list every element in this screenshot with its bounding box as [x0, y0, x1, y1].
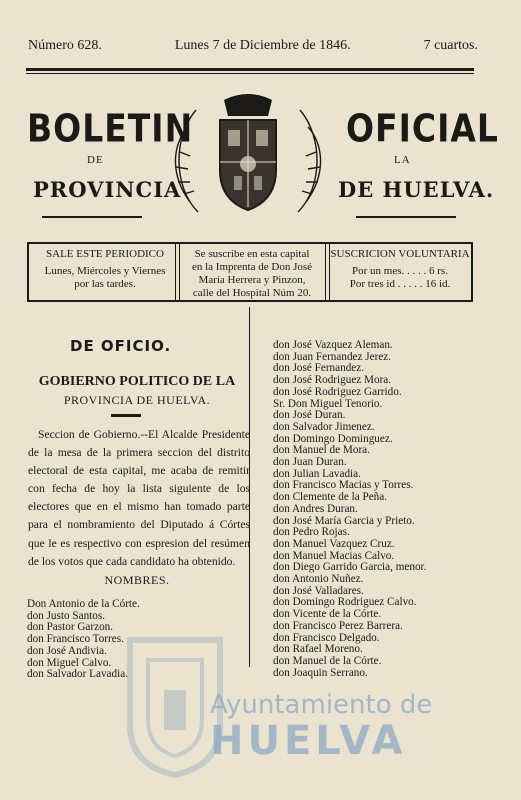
list-item: don Justo Santos. [27, 609, 106, 622]
place-line: María Herrera y Pinzon, [198, 274, 306, 286]
list-item: don Salvador Jimenez. [273, 420, 375, 433]
issue-date: Lunes 7 de Diciembre de 1846. [174, 38, 351, 53]
schedule-days: Lunes, Miércoles y Viernes [44, 265, 166, 277]
issue-number: Número 628. [28, 38, 102, 53]
place-line: calle del Hospital Núm 20. [192, 287, 312, 299]
masthead-provincia: PROVINCIA [33, 177, 182, 202]
list-item: don Francisco Torres. [27, 633, 124, 646]
list-item: don José Fernandez. [273, 362, 365, 375]
names-list-right [273, 340, 426, 679]
masthead-de: DE [87, 154, 104, 166]
list-item: don José Vazquez Aleman. [273, 339, 393, 351]
list-item: don Diego Garrido Garcia, menor. [273, 561, 427, 574]
price-quarter: Por tres id . . . . . 16 id. [349, 278, 451, 290]
publication-schedule [35, 248, 175, 291]
masthead-ornament-right [356, 216, 456, 218]
list-item: don Miguel Calvo. [27, 656, 112, 669]
list-item: don Manuel Macias Calvo. [273, 549, 395, 562]
list-item: don Clemente de la Peña. [273, 491, 388, 504]
list-item: don Manuel de la Córte. [273, 654, 382, 667]
list-item: don Rafael Moreno. [273, 643, 363, 656]
masthead-boletin: BOLETIN [27, 106, 194, 151]
list-item: Don Antonio de la Córte. [27, 598, 140, 610]
list-item: don José María Garcia y Prieto. [273, 514, 415, 527]
list-item: don Manuel Vazquez Cruz. [273, 537, 395, 550]
subscription-place [181, 248, 323, 300]
watermark-line2: HUELVA [210, 718, 407, 764]
list-item: don Julian Lavadia. [273, 467, 361, 480]
list-item: don José Valladares. [273, 584, 364, 597]
place-line: en la Imprenta de Don José [191, 261, 313, 273]
list-item: don Andres Duran. [273, 502, 358, 515]
subscription-prices [330, 248, 470, 291]
subscription-box [27, 242, 473, 302]
heading-rule [111, 414, 141, 417]
watermark-line1: Ayuntamiento de [210, 690, 433, 720]
masthead-la: LA [394, 154, 411, 166]
list-item: don Pedro Rojas. [273, 526, 350, 539]
list-item: don Joaquin Serrano. [273, 666, 368, 679]
list-item: Sr. Don Miguel Tenorio. [273, 397, 383, 410]
list-item: don Vicente de la Córte. [273, 608, 382, 621]
list-item: don Pastor Garzon. [27, 621, 114, 634]
top-rule [26, 68, 474, 71]
masthead-oficial: OFICIAL [346, 106, 499, 151]
list-item: don Francisco Delgado. [273, 631, 380, 644]
list-item: don Juan Duran. [273, 456, 347, 469]
list-item: don Domingo Dominguez. [273, 432, 393, 445]
list-item: don Manuel de Mora. [273, 444, 370, 457]
list-item: don José Duran. [273, 409, 346, 422]
list-item: don José Andivia. [27, 644, 107, 657]
article-paragraph: Seccion de Gobierno.--El Alcalde Presidente de la mesa de la primera seccion del distrito electoral de esta capital, me acaba de remitir con fecha de hoy la lista siguiente de los electores que en el mismo han tomado parte para el nombramiento del Diputado á Córtes que le es respectivo con espresion del resúmen de los votos que cada candidato ha obtenido. [28, 428, 250, 568]
section-heading: DE OFICIO. [70, 337, 172, 355]
schedule-time: por las tardes. [74, 278, 136, 290]
article-subheading: PROVINCIA DE HUELVA. [63, 393, 211, 407]
issue-line [28, 38, 478, 54]
list-item: don Francisco Perez Barrera. [273, 619, 403, 632]
list-item: don Salvador Lavadia. [27, 668, 128, 681]
schedule-title: SALE ESTE PERIODICO [46, 248, 164, 260]
article-body [28, 426, 250, 571]
masthead-ornament-left [42, 216, 142, 218]
masthead-de-huelva: DE HUELVA. [338, 177, 495, 202]
price-month: Por un mes. . . . . 6 rs. [352, 265, 448, 277]
issue-price: 7 cuartos. [423, 38, 478, 53]
list-item: don Domingo Rodriguez Calvo. [273, 596, 417, 609]
list-item: don José Rodriguez Mora. [273, 374, 392, 387]
coat-of-arms-icon [168, 92, 328, 222]
prices-title: SUSCRICION VOLUNTARIA [330, 248, 470, 260]
list-item: don José Rodriguez Garrido. [273, 385, 402, 398]
place-line: Se suscribe en esta capital [194, 248, 310, 260]
article-heading: GOBIERNO POLITICO DE LA [38, 374, 236, 389]
list-item: don Antonio Nuñez. [273, 573, 364, 586]
list-item: don Francisco Macias y Torres. [273, 479, 414, 492]
watermark [210, 690, 432, 764]
names-title: NOMBRES. [104, 573, 170, 587]
list-item: don Juan Fernandez Jerez. [273, 350, 392, 363]
top-rule-thin [26, 73, 474, 74]
box-divider [175, 244, 180, 300]
